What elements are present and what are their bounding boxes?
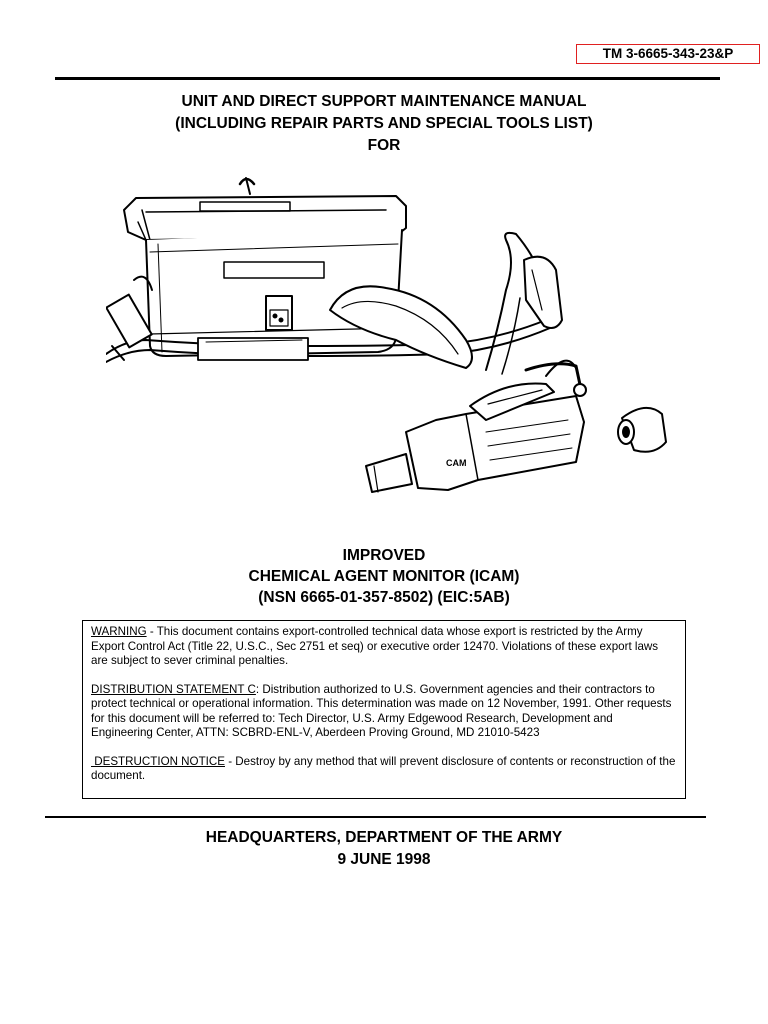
equipment-subject [0, 545, 768, 608]
footer-headquarters: HEADQUARTERS, DEPARTMENT OF THE ARMY [205, 829, 563, 846]
title-line-3: FOR [367, 137, 401, 154]
destruction-text: - Destroy by any method that will prevent disclosure of contents or reconstruction of the document. [91, 754, 676, 782]
destruction-heading: DESTRUCTION NOTICE [91, 754, 225, 768]
illustration-cam-label: CAM [446, 458, 467, 468]
subject-line-1: IMPROVED [342, 547, 426, 564]
subject-line-3: (NSN 6665-01-357-8502) (EIC:5AB) [258, 589, 510, 606]
title-line-2: (INCLUDING REPAIR PARTS AND SPECIAL TOOLS LIST) [175, 115, 593, 132]
manual-title [0, 91, 768, 157]
tm-number-box [576, 44, 760, 64]
footer [0, 827, 768, 871]
subject-line-2: CHEMICAL AGENT MONITOR (ICAM) [248, 568, 520, 585]
warning-heading: WARNING [91, 625, 147, 638]
distribution-heading: DISTRIBUTION STATEMENT C [91, 682, 256, 696]
distribution-paragraph [91, 683, 677, 741]
warning-text: - This document contains export-controlled technical data whose export is restricted by the Army Export Control Act (Title 22, U.S.C., Sec 2751 et seq) or executive order 12470. Violations of these export laws are subject to sever criminal penalties. [91, 625, 659, 667]
footer-date: 9 JUNE 1998 [337, 851, 431, 868]
notice-box [82, 620, 686, 799]
title-line-1: UNIT AND DIRECT SUPPORT MAINTENANCE MANUAL [181, 93, 587, 110]
top-divider [55, 77, 720, 80]
destruction-paragraph [91, 755, 677, 784]
distribution-text: : Distribution authorized to U.S. Government agencies and their contractors to protect technical or operational information. This determination was made on 12 November, 1991. Other requests for this document will be referred to: Tech Director, U.S. Army Edgewood Research, Development and Engineering Center, ATTN: SCBRD-ENL-V, Aberdeen Proving Ground, MD 21010-5423 [91, 682, 672, 739]
tm-number: TM 3-6665-343-23&P [602, 46, 734, 61]
icam-equipment-illustration [106, 170, 682, 510]
bottom-divider [45, 816, 706, 818]
warning-paragraph [91, 625, 677, 669]
